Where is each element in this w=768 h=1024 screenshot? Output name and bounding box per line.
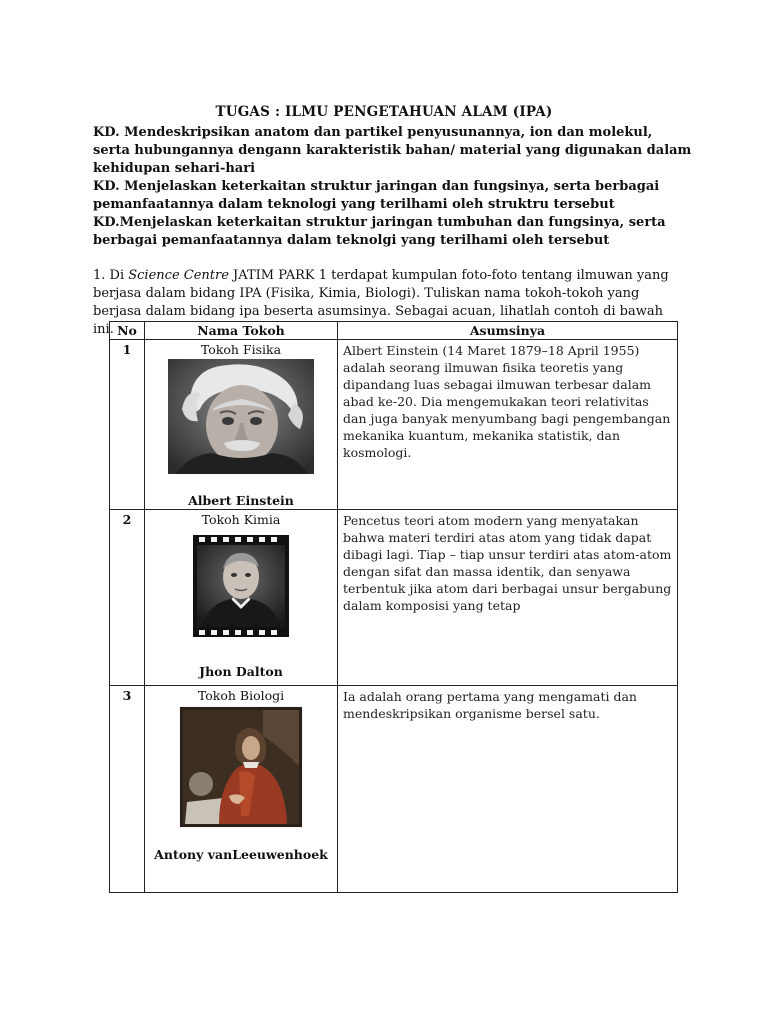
einstein-portrait-image [168,359,314,474]
dalton-portrait-image [193,535,289,637]
document-title: TUGAS : ILMU PENGETAHUAN ALAM (IPA) [215,104,553,120]
tokoh-name: Albert Einstein [188,493,294,508]
asumsi-cell: Ia adalah orang pertama yang mengamati dan mendeskripsikan organisme bersel satu. [338,686,678,893]
row-number: 3 [110,686,145,893]
tokoh-cell [145,686,338,893]
intro-prefix: 1. Di [93,268,129,283]
scientist-table [109,321,678,893]
tokoh-cell [145,510,338,686]
table-header-row [110,322,678,340]
tokoh-category: Tokoh Fisika [200,342,282,357]
table-row [110,340,678,510]
row-number: 2 [110,510,145,686]
intro-italic: Science Centre [128,268,229,283]
kd-paragraph-2: KD. Menjelaskan keterkaitan struktur jaringan dan fungsinya, serta berbagai pemanfaatannya dalam teknologi yang terilhami oleh struktru tersebut [93,179,660,212]
header-nama-tokoh: Nama Tokoh [145,322,338,340]
table-row [110,686,678,893]
asumsi-cell: Albert Einstein (14 Maret 1879–18 April 1955) adalah seorang ilmuwan fisika teoretis yang dipandang luas sebagai ilmuwan terbesar dalam abad ke-20. Dia mengemukakan teori relativitas dan juga banyak menyumbang bagi pengembangan mekanika kuantum, mekanika statistik, dan kosmologi. [338,340,678,510]
tokoh-category: Tokoh Kimia [201,512,281,527]
row-number: 1 [110,340,145,510]
kd-paragraph-3: KD.Menjelaskan keterkaitan struktur jaringan tumbuhan dan fungsinya, serta berbagai pemanfaatannya dalam teknolgi yang terilhami oleh tersebut [93,215,666,248]
tokoh-name: Antony vanLeeuwenhoek [154,847,328,862]
intro-rest: JATIM PARK 1 terdapat kumpulan foto-foto tentang ilmuwan yang berjasa dalam bidang IPA (Fisika, Kimia, Biologi). Tuliskan nama tokoh-tokoh yang berjasa dalam bidang ipa beserta asumsinya. Sebagai acuan, lihatlah contoh di bawah ini. [93,268,669,337]
kd-paragraph-1: KD. Mendeskripsikan anatom dan partikel penyusunannya, ion dan molekul, serta hubungannya dengann karakteristik bahan/ material yang digunakan dalam kehidupan sehari-hari [93,125,692,176]
header-asumsinya: Asumsinya [338,322,678,340]
leeuwenhoek-portrait-image [179,706,303,828]
tokoh-category: Tokoh Biologi [197,688,285,703]
header-no: No [110,322,145,340]
asumsi-cell: Pencetus teori atom modern yang menyatakan bahwa materi terdiri atas atom yang tidak dapat dibagi lagi. Tiap – tiap unsur terdiri atas atom-atom dengan sifat dan massa identik, dan senyawa terbentuk jika atom dari berbagai unsur bergabung dalam komposisi yang tetap [338,510,678,686]
tokoh-name: Jhon Dalton [199,664,283,679]
table-row [110,510,678,686]
tokoh-cell [145,340,338,510]
